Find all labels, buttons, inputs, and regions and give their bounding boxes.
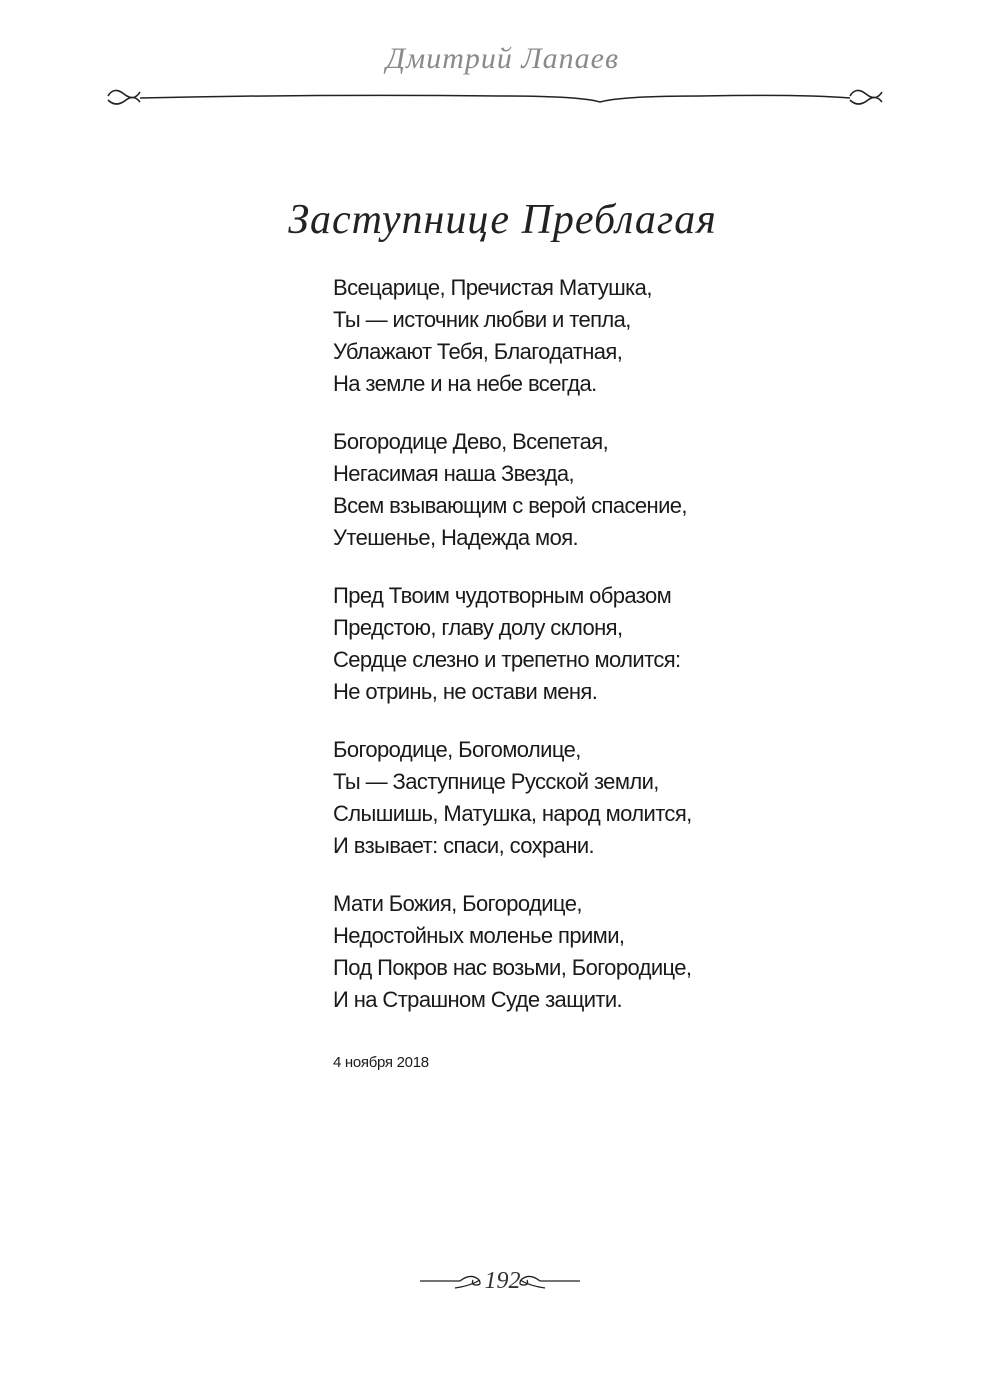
stanza <box>333 888 692 1016</box>
poem-title: Заступнице Преблагая <box>288 197 717 243</box>
page-number: 192 <box>484 1268 521 1294</box>
poem-line: Богородице Дево, Всепетая, <box>333 429 609 454</box>
stanza <box>333 734 692 862</box>
poem-line: Слышишь, Матушка, народ молится, <box>333 801 692 826</box>
poem-line: Не отринь, не остави меня. <box>333 679 598 704</box>
poem-line: На земле и на небе всегда. <box>333 371 597 396</box>
running-header-author: Дмитрий Лапаев <box>385 42 620 75</box>
stanza <box>333 272 692 400</box>
poem-line: Ты — источник любви и тепла, <box>333 307 631 332</box>
stanza <box>333 580 692 708</box>
poem-line: Ты — Заступнице Русской земли, <box>333 769 659 794</box>
poem-line: Пред Твоим чудотворным образом <box>333 583 672 608</box>
header-ornament-rule <box>100 82 890 112</box>
poem-body <box>333 272 692 1042</box>
poem-line: Недостойных моленье прими, <box>333 923 625 948</box>
stanza <box>333 426 692 554</box>
poem-line: Богородице, Богомолице, <box>333 737 581 762</box>
poem-line: Под Покров нас возьми, Богородице, <box>333 955 692 980</box>
poem-date: 4 ноября 2018 <box>333 1054 429 1071</box>
poem-line: Сердце слезно и трепетно молится: <box>333 647 681 672</box>
poem-line: Всем взывающим с верой спасение, <box>333 493 687 518</box>
poem-line: Ублажают Тебя, Благодатная, <box>333 339 623 364</box>
poem-line: Всецарице, Пречистая Матушка, <box>333 275 652 300</box>
poem-line: Негасимая наша Звезда, <box>333 461 575 486</box>
poem-line: Утешенье, Надежда моя. <box>333 525 579 550</box>
poem-line: Мати Божия, Богородице, <box>333 891 582 916</box>
poem-line: И на Страшном Суде защити. <box>333 987 623 1012</box>
poem-line: И взывает: спаси, сохрани. <box>333 833 595 858</box>
poem-line: Предстою, главу долу склоня, <box>333 615 623 640</box>
